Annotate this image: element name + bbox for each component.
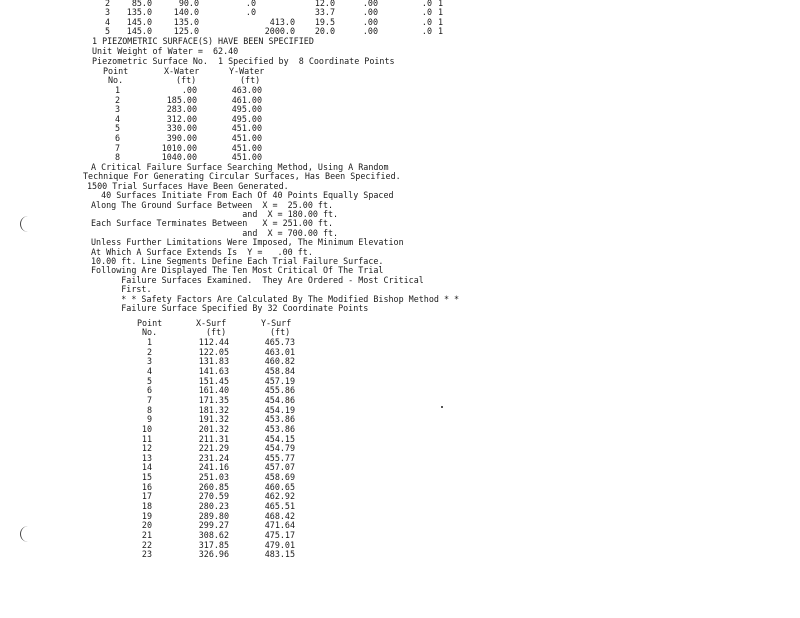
search-text-line: 10.00 ft. Line Segments Define Each Trial Failure Surface. bbox=[91, 256, 384, 266]
failure-table-cell: 455.77 bbox=[264, 452, 295, 463]
top-table-cell: .0 bbox=[421, 0, 432, 8]
failure-table-cell: 171.35 bbox=[198, 394, 229, 405]
failure-table-cell: 17 bbox=[141, 491, 152, 502]
search-text-line: Unless Further Limitations Were Imposed, The Minimum Elevation bbox=[91, 237, 404, 248]
failure-table-cell: 317.85 bbox=[198, 539, 229, 550]
top-table-cell: 135.0 bbox=[173, 16, 199, 27]
top-table-cell: 145.0 bbox=[126, 25, 152, 36]
failure-table-cell: 231.24 bbox=[198, 452, 229, 463]
search-text-line: Each Surface Terminates Between X = 251.00 ft. bbox=[91, 218, 334, 229]
piezo-table-cell: .00 bbox=[181, 85, 197, 95]
piezo-table-cell: 451.00 bbox=[231, 123, 262, 134]
piezo-table-cell: 461.00 bbox=[231, 94, 262, 105]
top-table-cell: 413.0 bbox=[269, 16, 295, 27]
piezo-table-cell: 1 bbox=[114, 85, 120, 95]
failure-table-cell: 13 bbox=[141, 452, 152, 463]
failure-table-cell: 18 bbox=[141, 501, 152, 512]
failure-table-cell: 463.01 bbox=[264, 346, 295, 357]
failure-table-cell: 112.44 bbox=[198, 337, 229, 347]
failure-table-cell: 251.03 bbox=[198, 472, 229, 483]
failure-table-cell: 289.80 bbox=[198, 510, 229, 521]
failure-table-cell: 151.45 bbox=[198, 375, 229, 386]
piezo-col-x: X-Water bbox=[164, 66, 200, 76]
unit-weight-line: Unit Weight of Water = 62.40 bbox=[92, 46, 239, 56]
failure-table-cell: 454.19 bbox=[264, 404, 295, 415]
failure-table-cell: 457.07 bbox=[264, 462, 295, 473]
top-table-cell: .0 bbox=[421, 16, 432, 27]
top-table-cell: 12.0 bbox=[314, 0, 335, 8]
piezo-table-cell: 495.00 bbox=[231, 113, 262, 124]
search-text-line: Failure Surfaces Examined. They Are Ordered - Most Critical bbox=[91, 274, 424, 285]
top-table-cell: 2 bbox=[104, 0, 110, 8]
failure-table-cell: 14 bbox=[141, 462, 152, 473]
failure-table-cell: 453.86 bbox=[264, 423, 295, 434]
top-table-cell: 1 bbox=[437, 16, 443, 27]
failure-table-cell: 326.96 bbox=[198, 549, 229, 560]
failure-table-cell: 21 bbox=[141, 530, 152, 540]
piezo-header: 1 PIEZOMETRIC SURFACE(S) HAVE BEEN SPECIFIED bbox=[92, 36, 314, 46]
failure-table-cell: 457.19 bbox=[264, 375, 295, 386]
top-table-cell: 90.0 bbox=[178, 0, 199, 8]
failure-table-cell: 458.69 bbox=[264, 472, 295, 483]
piezo-table-cell: 390.00 bbox=[166, 133, 197, 143]
search-text-line: First. bbox=[91, 284, 152, 295]
failure-table-cell: 20 bbox=[141, 520, 152, 531]
failure-table-cell: 201.32 bbox=[198, 423, 229, 434]
top-table-cell: .00 bbox=[362, 0, 378, 8]
top-table-cell: 85.0 bbox=[131, 0, 152, 8]
piezo-table-cell: 5 bbox=[114, 123, 120, 134]
failure-table-cell: 454.79 bbox=[264, 443, 295, 454]
piezo-table-cell: 185.00 bbox=[166, 94, 197, 105]
piezo-surface-line: Piezometric Surface No. 1 Specified by 8 Coordinate Points bbox=[92, 56, 395, 66]
failure-table-cell: 465.51 bbox=[264, 501, 295, 512]
search-text-line: Failure Surface Specified By 32 Coordinate Points bbox=[91, 303, 369, 313]
piezo-table-cell: 4 bbox=[114, 113, 120, 124]
failure-table-cell: 5 bbox=[146, 375, 152, 386]
failure-table-cell: 11 bbox=[141, 433, 152, 444]
piezo-table-cell: 451.00 bbox=[231, 152, 262, 163]
top-table-cell: .0 bbox=[245, 0, 256, 8]
piezo-table-cell: 8 bbox=[114, 152, 120, 163]
top-table-cell: 1 bbox=[437, 7, 443, 18]
failure-table-cell: 460.82 bbox=[264, 356, 295, 367]
piezo-table-cell: 330.00 bbox=[166, 123, 197, 134]
piezo-col-y: Y-Water bbox=[229, 66, 265, 76]
piezo-table-cell: 312.00 bbox=[166, 113, 197, 124]
failure-table-cell: 8 bbox=[146, 404, 152, 415]
piezo-col-no: No. bbox=[108, 75, 124, 85]
search-text-line: Technique For Generating Circular Surfaces, Has Been Specified. bbox=[83, 171, 401, 182]
top-table-cell: 33.7 bbox=[314, 7, 335, 18]
piezo-table-cell: 463.00 bbox=[231, 85, 262, 95]
failure-table-cell: 131.83 bbox=[198, 356, 229, 367]
top-table-cell: 145.0 bbox=[126, 16, 152, 27]
failure-table-cell: 122.05 bbox=[198, 346, 229, 357]
failure-table-cell: 211.31 bbox=[198, 433, 229, 444]
binder-hole-mark bbox=[20, 216, 31, 232]
failure-col-point: Point bbox=[137, 318, 163, 328]
failure-table-cell: 460.65 bbox=[264, 481, 295, 492]
piezo-table-cell: 7 bbox=[114, 142, 120, 153]
piezo-table-cell: 1010.00 bbox=[161, 142, 197, 153]
failure-table-cell: 2 bbox=[146, 346, 152, 357]
failure-table-cell: 19 bbox=[141, 510, 152, 521]
top-table-cell: 135.0 bbox=[126, 7, 152, 18]
failure-col-unit-x: (ft) bbox=[206, 327, 227, 337]
failure-table-cell: 454.15 bbox=[264, 433, 295, 444]
failure-col-unit-y: (ft) bbox=[270, 327, 291, 337]
failure-table-cell: 241.16 bbox=[198, 462, 229, 473]
top-table-cell: 1 bbox=[437, 0, 443, 8]
top-table-cell: .0 bbox=[421, 7, 432, 18]
failure-table-cell: 280.23 bbox=[198, 501, 229, 512]
piezo-table-cell: 6 bbox=[114, 133, 120, 143]
speck bbox=[441, 406, 443, 408]
piezo-table-cell: 2 bbox=[114, 94, 120, 105]
piezo-table-cell: 1040.00 bbox=[161, 152, 197, 163]
failure-col-y: Y-Surf bbox=[261, 318, 292, 328]
failure-table-cell: 468.42 bbox=[264, 510, 295, 521]
failure-table-cell: 453.86 bbox=[264, 414, 295, 425]
failure-table-cell: 23 bbox=[141, 549, 152, 560]
failure-col-x: X-Surf bbox=[196, 318, 227, 328]
top-table-cell: .0 bbox=[245, 7, 256, 18]
search-text-line: Following Are Displayed The Ten Most Critical Of The Trial bbox=[91, 265, 384, 276]
piezo-table-cell: 3 bbox=[114, 104, 120, 115]
failure-table-cell: 191.32 bbox=[198, 414, 229, 425]
failure-table-cell: 12 bbox=[141, 443, 152, 454]
top-table-cell: 2000.0 bbox=[264, 25, 295, 36]
piezo-col-point: Point bbox=[103, 66, 129, 76]
top-table-cell: .00 bbox=[362, 16, 378, 27]
failure-table-cell: 161.40 bbox=[198, 385, 229, 396]
failure-table-cell: 465.73 bbox=[264, 337, 295, 347]
failure-table-cell: 6 bbox=[146, 385, 152, 396]
failure-col-no: No. bbox=[142, 327, 158, 337]
failure-table-cell: 260.85 bbox=[198, 481, 229, 492]
piezo-col-unit-y: (ft) bbox=[240, 75, 261, 85]
failure-table-cell: 10 bbox=[141, 423, 152, 434]
failure-table-cell: 454.86 bbox=[264, 394, 295, 405]
search-text-line: A Critical Failure Surface Searching Method, Using A Random bbox=[91, 162, 389, 172]
failure-table-cell: 270.59 bbox=[198, 491, 229, 502]
failure-table-cell: 9 bbox=[146, 414, 152, 425]
top-table-cell: 19.5 bbox=[314, 16, 335, 27]
failure-table-cell: 22 bbox=[141, 539, 152, 550]
failure-table-cell: 7 bbox=[146, 394, 152, 405]
search-text-line: * * Safety Factors Are Calculated By The Modified Bishop Method * * bbox=[91, 293, 460, 304]
failure-table-cell: 471.64 bbox=[264, 520, 295, 531]
failure-table-cell: 458.84 bbox=[264, 365, 295, 376]
failure-table-cell: 141.63 bbox=[198, 365, 229, 376]
piezo-table-cell: 451.00 bbox=[231, 133, 262, 143]
piezo-table-cell: 283.00 bbox=[166, 104, 197, 115]
search-text-line: 1500 Trial Surfaces Have Been Generated. bbox=[87, 180, 289, 191]
top-table-cell: 5 bbox=[104, 25, 110, 36]
failure-table-cell: 483.15 bbox=[264, 549, 295, 560]
binder-hole-mark bbox=[20, 526, 31, 542]
piezo-table-cell: 495.00 bbox=[231, 104, 262, 115]
top-table-cell: 1 bbox=[437, 25, 443, 36]
failure-table-cell: 462.92 bbox=[264, 491, 295, 502]
top-table-cell: 3 bbox=[104, 7, 110, 18]
search-text-line: 40 Surfaces Initiate From Each Of 40 Points Equally Spaced bbox=[91, 190, 394, 201]
failure-table-cell: 1 bbox=[146, 337, 152, 347]
piezo-table-cell: 451.00 bbox=[231, 142, 262, 153]
failure-table-cell: 479.01 bbox=[264, 539, 295, 550]
failure-table-cell: 299.27 bbox=[198, 520, 229, 531]
failure-table-cell: 221.29 bbox=[198, 443, 229, 454]
search-text-line: and X = 700.00 ft. bbox=[91, 227, 339, 238]
piezo-col-unit-x: (ft) bbox=[176, 75, 197, 85]
top-table-cell: 140.0 bbox=[173, 7, 199, 18]
search-text-line: At Which A Surface Extends Is Y = .00 ft. bbox=[91, 246, 313, 257]
top-table-cell: 125.0 bbox=[173, 25, 199, 36]
failure-table-cell: 475.17 bbox=[264, 530, 295, 540]
top-table-cell: .0 bbox=[421, 25, 432, 36]
search-text-line: and X = 180.00 ft. bbox=[91, 209, 339, 219]
search-text-line: Along The Ground Surface Between X = 25.00 ft. bbox=[91, 199, 334, 210]
top-table-cell: 4 bbox=[104, 16, 110, 27]
failure-table-cell: 15 bbox=[141, 472, 152, 483]
failure-table-cell: 455.86 bbox=[264, 385, 295, 396]
top-table-cell: 20.0 bbox=[314, 25, 335, 36]
failure-table-cell: 4 bbox=[146, 365, 152, 376]
failure-table-cell: 308.62 bbox=[198, 530, 229, 540]
top-table-cell: .00 bbox=[362, 25, 378, 36]
failure-table-cell: 16 bbox=[141, 481, 152, 492]
failure-table-cell: 181.32 bbox=[198, 404, 229, 415]
failure-table-cell: 3 bbox=[146, 356, 152, 367]
top-table-cell: .00 bbox=[362, 7, 378, 18]
